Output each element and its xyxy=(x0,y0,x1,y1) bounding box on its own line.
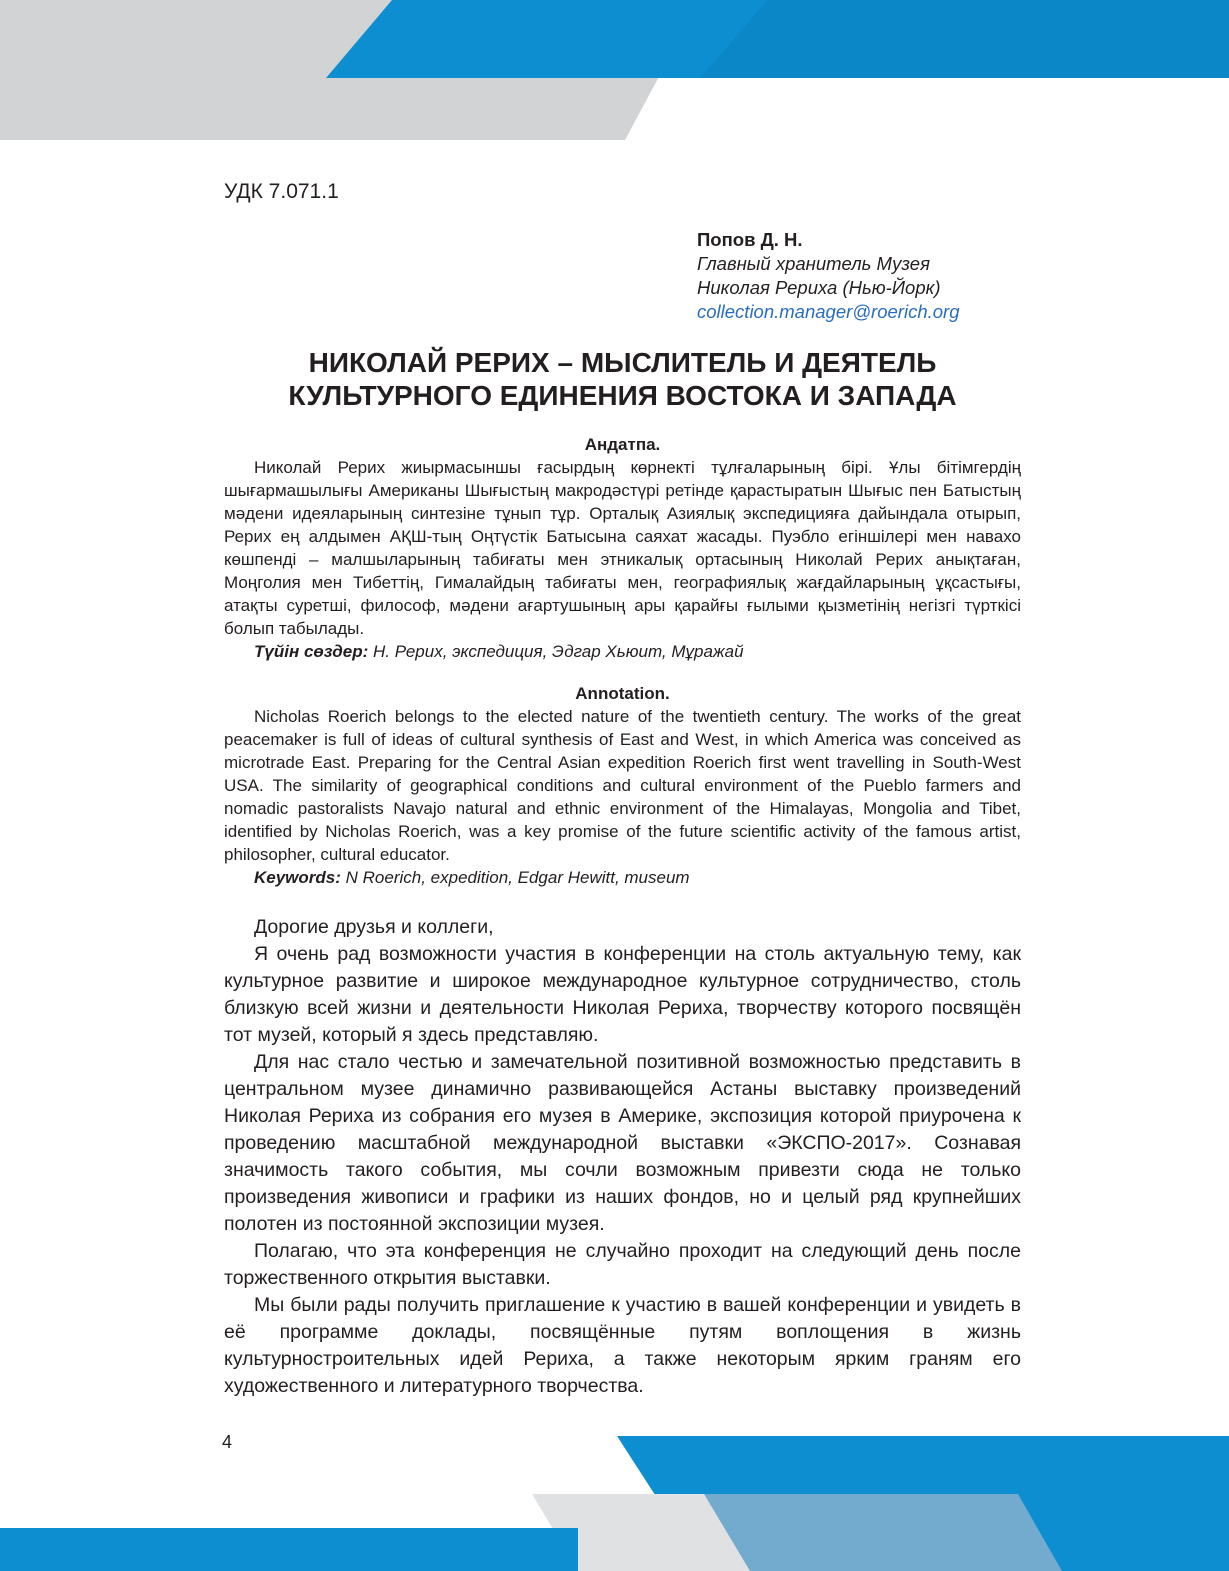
body-greeting: Дорогие друзья и коллеги, xyxy=(254,916,494,938)
body-paragraph: Для нас стало честью и замечательной позитивной возможностью представить в центральном музее динамично развивающейся Астаны выставку произведений Николая Рериха из собрания его музея в Америке, экспозиция которой приурочена к проведению масштабной международной выставки «ЭКСПО-2017». Сознавая значимость такого события, мы сочли возможным привезти сюда не только произведения живописи и графики из наших фондов, но и целый ряд крупнейших полотен из постоянной экспозиции музея. xyxy=(224,1051,1021,1235)
body-paragraph: Мы были рады получить приглашение к участию в вашей конференции и увидеть в её программе доклады, посвящённые путям воплощения в жизнь культурностроительных идей Рериха, а также некоторым ярким граням его художественного и литературного творчества. xyxy=(224,1294,1021,1397)
author-name: Попов Д. Н. xyxy=(697,229,803,250)
title-line-1: НИКОЛАЙ РЕРИХ – МЫСЛИТЕЛЬ И ДЕЯТЕЛЬ xyxy=(308,347,937,378)
author-role-line1: Главный хранитель Музея xyxy=(697,253,930,274)
abstract-kazakh-text: Николай Рерих жиырмасыншы ғасырдың көрнекті тұлғаларының бірі. Ұлы бітімгердің шығармашылығы Американы Шығыстың макродәстүрі ретінде қарастыратын Шығыс пен Батыстың мәдени идеяларының синтезіне тұнып тұр. Орталық Азиялық экспедицияға дайындала отырып, Рерих ең алдымен АҚШ-тың Оңтүстік Батысына саяхат жасады. Пуэбло егіншілері мен навахо көшпенді – малшыларының табиғаты мен этникалық ортасының Николай Рерих анықтаған, Моңголия мен Тибеттің, Гималайдың табиғаты мен, географиялық жағдайларының ұқсастығы, атақты суретші, философ, мәдени ағартушының ары қарайғы ғылыми қызметінің негізгі түрткісі болып табылады. xyxy=(224,458,1021,638)
keywords-list: N Roerich, expedition, Edgar Hewitt, museum xyxy=(345,868,690,887)
abstract-kazakh-heading: Андатпа. xyxy=(584,435,661,454)
title-line-2: КУЛЬТУРНОГО ЕДИНЕНИЯ ВОСТОКА И ЗАПАДА xyxy=(288,380,957,411)
article-title xyxy=(224,346,1021,412)
abstract-english-keywords xyxy=(224,866,1021,889)
abstract-english-heading: Annotation. xyxy=(575,684,670,703)
udk-code: УДК 7.071.1 xyxy=(224,180,339,203)
top-blue-shade xyxy=(700,0,1229,78)
abstract-kazakh xyxy=(224,433,1021,663)
author-block xyxy=(697,228,960,324)
bottom-dark-overlap xyxy=(704,1494,1062,1571)
abstract-english xyxy=(224,682,1021,889)
abstract-kazakh-keywords xyxy=(224,640,1021,663)
keywords-label: Түйін сөздер: xyxy=(254,642,369,661)
author-email[interactable]: collection.manager@roerich.org xyxy=(697,301,960,322)
article-body xyxy=(224,914,1021,1400)
page-number: 4 xyxy=(222,1432,233,1452)
author-role-line2: Николая Рериха (Нью-Йорк) xyxy=(697,277,941,298)
body-paragraph: Полагаю, что эта конференция не случайно проходит на следующий день после торжественного открытия выставки. xyxy=(224,1240,1021,1289)
bottom-blue-band-lower xyxy=(0,1528,578,1571)
abstract-english-text: Nicholas Roerich belongs to the elected nature of the twentieth century. The works of the great peacemaker is full of ideas of cultural synthesis of East and West, in which America was conceived as microtrade East. Preparing for the Central Asian expedition Roerich first went travelling in South-West USA. The similarity of geographical conditions and cultural environment of the Pueblo farmers and nomadic pastoralists Navajo natural and ethnic environment of the Himalayas, Mongolia and Tibet, identified by Nicholas Roerich, was a key promise of the future scientific activity of the famous artist, philosopher, cultural educator. xyxy=(224,707,1021,864)
keywords-label: Keywords: xyxy=(254,868,341,887)
body-paragraph: Я очень рад возможности участия в конференции на столь актуальную тему, как культурное развитие и широкое международное культурное сотрудничество, столь близкую всей жизни и деятельности Николая Рериха, творчеству которого посвящён тот музей, который я здесь представляю. xyxy=(224,943,1021,1046)
keywords-list: Н. Рерих, экспедиция, Эдгар Хьюит, Мұражай xyxy=(372,642,744,661)
